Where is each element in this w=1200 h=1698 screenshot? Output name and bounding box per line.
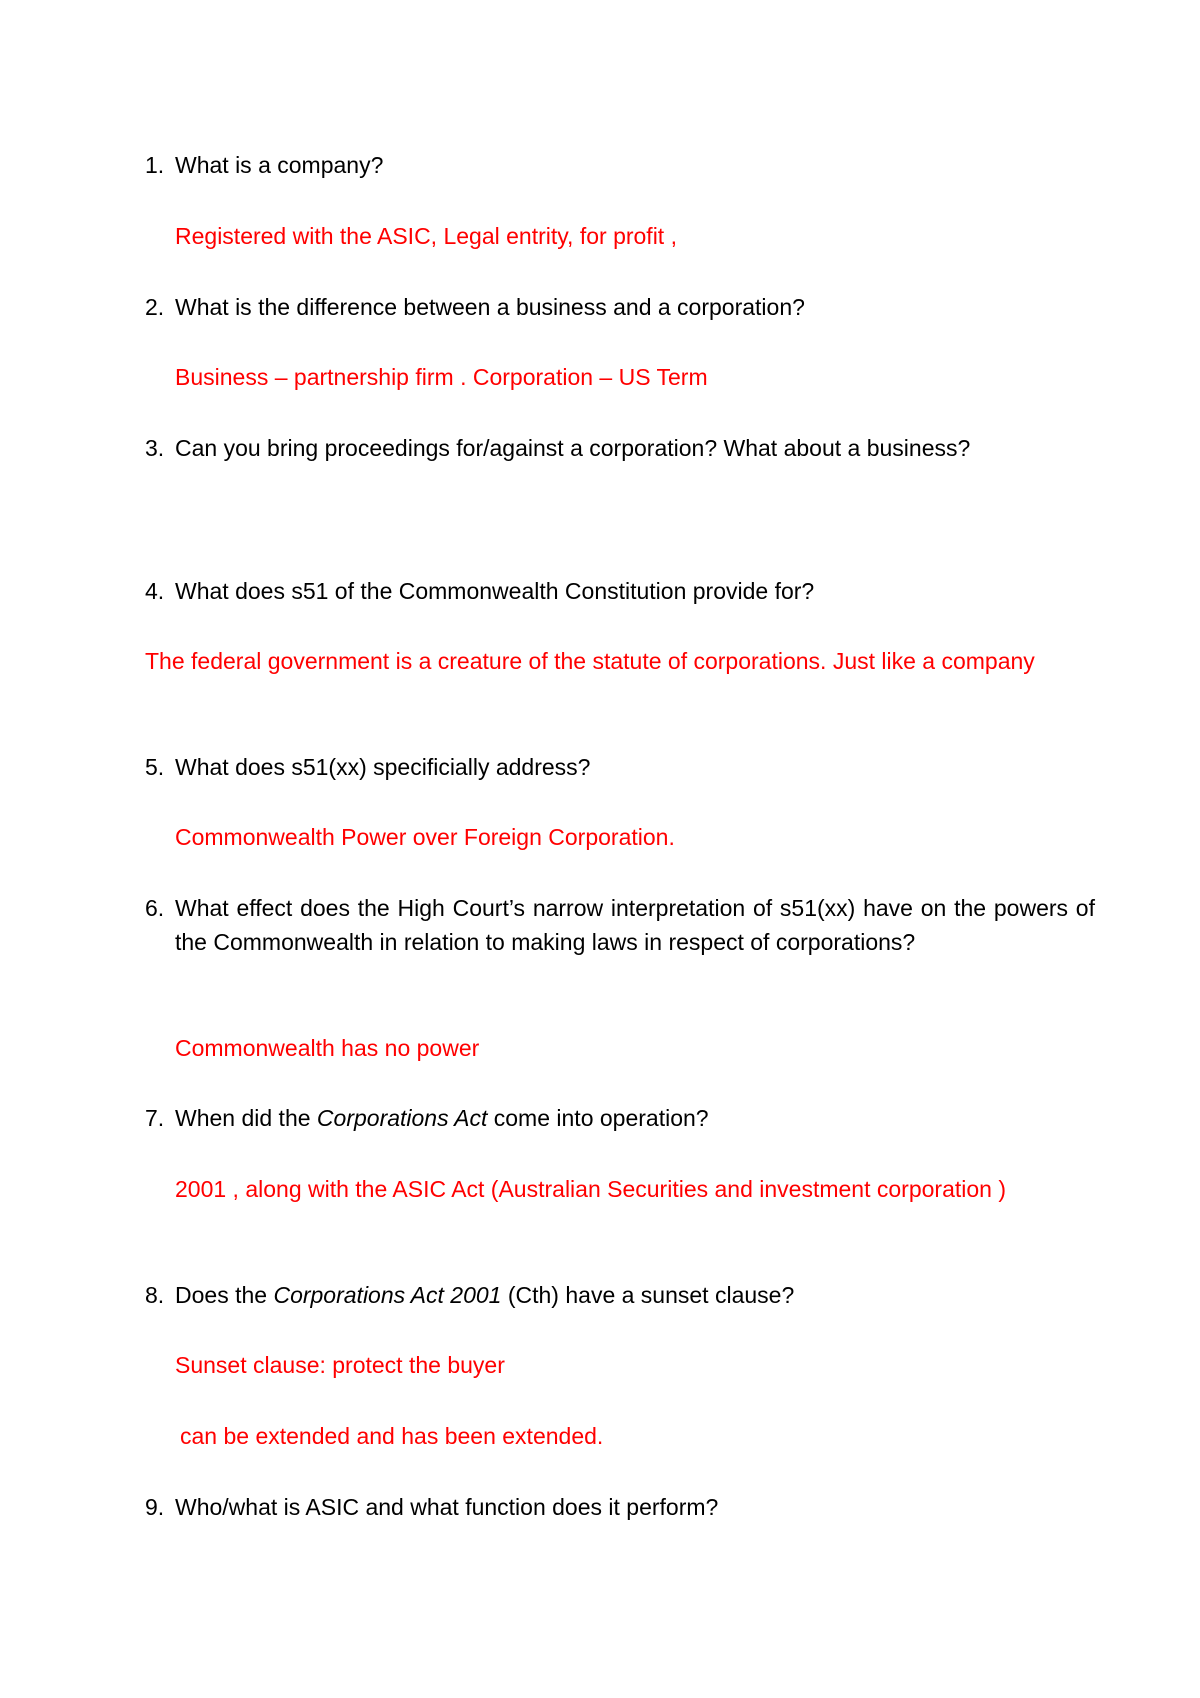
question-number: 1.	[145, 152, 165, 178]
answer-8-line-2: can be extended and has been extended.	[180, 1423, 604, 1449]
question-text-after: come into operation?	[487, 1105, 709, 1131]
question-3	[145, 431, 970, 465]
question-number: 4.	[145, 578, 165, 604]
question-text: What does s51(xx) specificially address?	[175, 754, 591, 780]
question-text: What is the difference between a business and a corporation?	[175, 294, 805, 320]
question-text: Can you bring proceedings for/against a corporation? What about a business?	[175, 435, 971, 461]
question-9	[145, 1490, 718, 1524]
question-text: Who/what is ASIC and what function does it perform?	[175, 1494, 719, 1520]
question-text-before: Does the	[175, 1282, 274, 1308]
question-6	[145, 891, 1095, 959]
question-8	[145, 1278, 794, 1312]
answer-8-line-1: Sunset clause: protect the buyer	[175, 1352, 505, 1378]
question-text: What effect does the High Court’s narrow interpretation of s51(xx) have on the powers of the Commonwealth in relation to making laws in respect of corporations?	[175, 895, 1095, 955]
question-text-before: When did the	[175, 1105, 317, 1131]
question-number: 9.	[145, 1494, 165, 1520]
question-4	[145, 574, 814, 608]
question-number: 8.	[145, 1282, 165, 1308]
question-number: 5.	[145, 754, 165, 780]
question-text-after: (Cth) have a sunset clause?	[501, 1282, 795, 1308]
question-number: 3.	[145, 435, 165, 461]
question-1	[145, 148, 383, 182]
act-title: Corporations Act 2001	[273, 1282, 502, 1308]
question-number: 6.	[145, 895, 165, 921]
act-title: Corporations Act	[316, 1105, 488, 1131]
question-number: 2.	[145, 294, 165, 320]
question-2	[145, 290, 805, 324]
answer-6: Commonwealth has no power	[175, 1035, 480, 1061]
answer-1: Registered with the ASIC, Legal entrity, for profit ,	[175, 223, 677, 249]
answer-2: Business – partnership firm . Corporation – US Term	[175, 364, 708, 390]
question-7	[145, 1101, 709, 1135]
answer-7: 2001 , along with the ASIC Act (Australian Securities and investment corporation )	[175, 1176, 1006, 1202]
question-text: What does s51 of the Commonwealth Constitution provide for?	[175, 578, 815, 604]
question-number: 7.	[145, 1105, 165, 1131]
answer-5: Commonwealth Power over Foreign Corporation.	[175, 824, 675, 850]
answer-4: The federal government is a creature of the statute of corporations. Just like a company	[145, 648, 1035, 674]
question-5	[145, 750, 590, 784]
question-text: What is a company?	[175, 152, 384, 178]
